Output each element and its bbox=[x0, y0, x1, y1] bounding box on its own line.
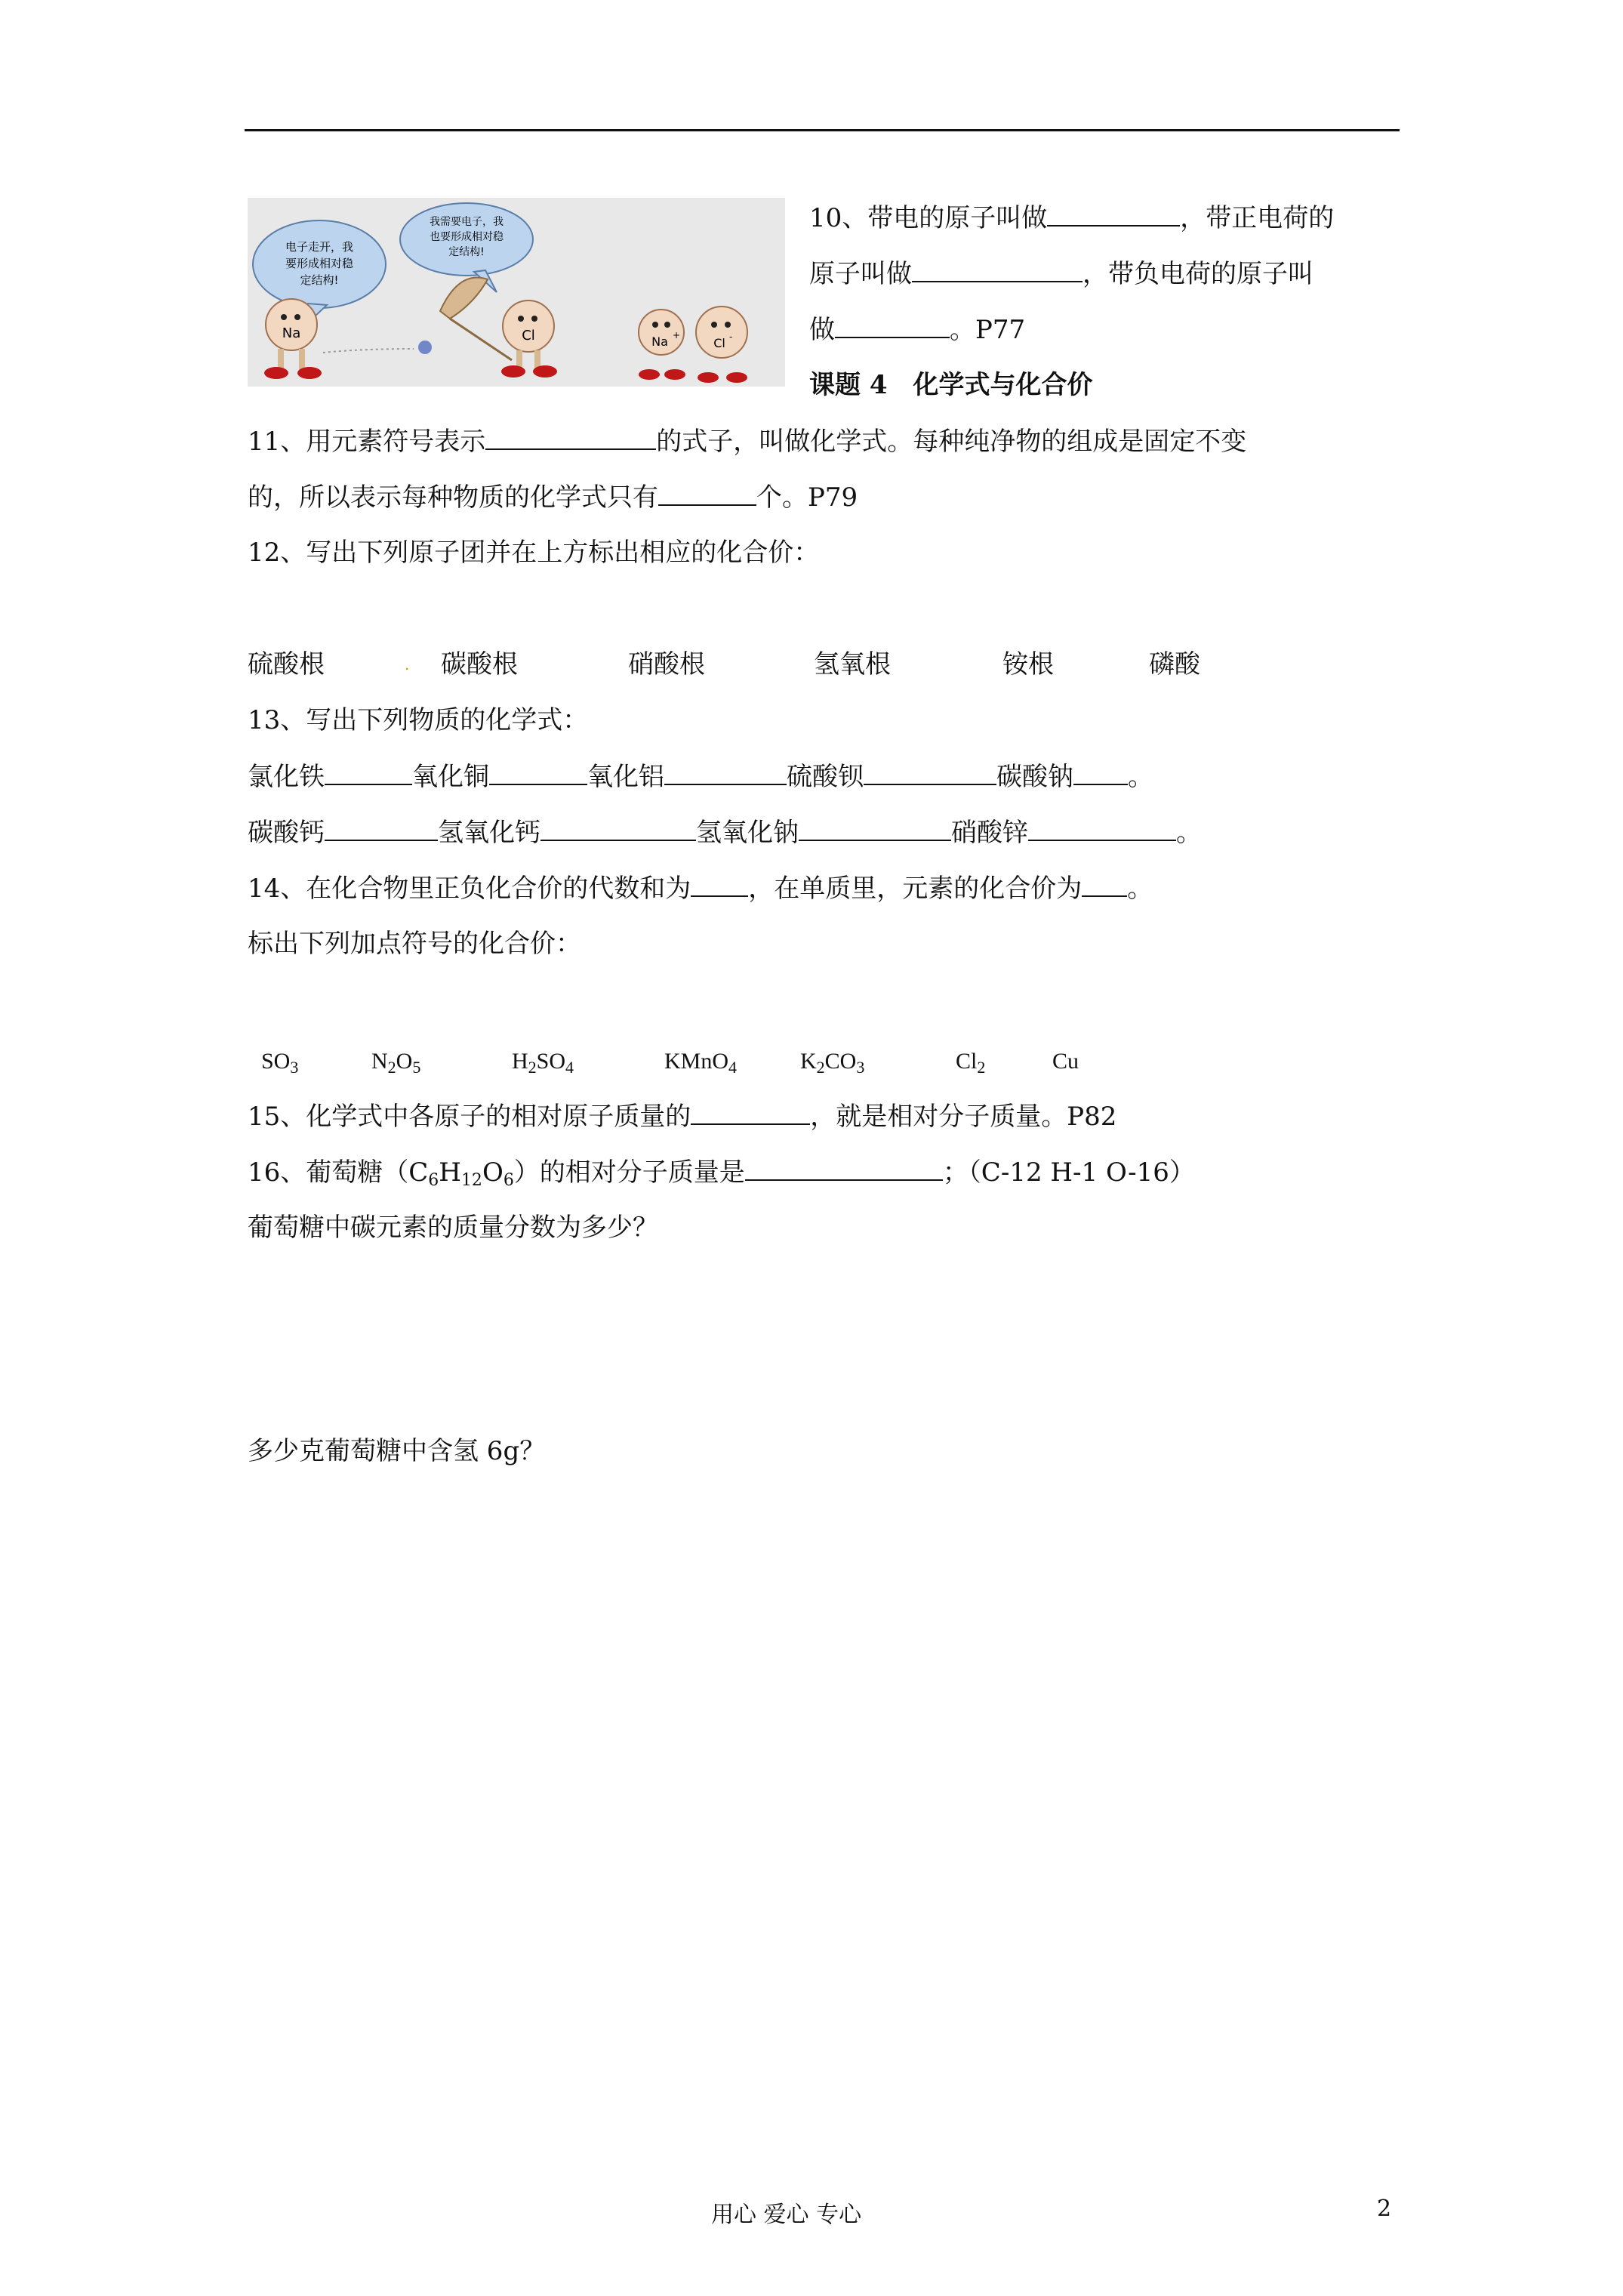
q13-blank-1[interactable] bbox=[325, 761, 412, 785]
q13-blank-2[interactable] bbox=[489, 761, 587, 785]
bubble-right-line-3: 定结构! bbox=[448, 246, 485, 258]
header-rule bbox=[245, 129, 1400, 131]
q14-line-1: 14、在化合物里正负化合价的代数和为 ，在单质里，元素的化合价为 。 bbox=[248, 874, 1153, 904]
formula-kmno4: KMnO$_4$ bbox=[664, 1049, 738, 1077]
q13-blank-6[interactable] bbox=[325, 817, 438, 841]
q14-blank-1[interactable] bbox=[691, 873, 748, 897]
q13-prompt: 13、写出下列物质的化学式： bbox=[248, 705, 589, 735]
formula-cu: Cu bbox=[1052, 1049, 1079, 1074]
q10-blank-2[interactable] bbox=[912, 258, 1083, 282]
footer-motto: 用心 爱心 专心 bbox=[711, 2202, 862, 2228]
section-title: 课题 4 化学式与化合价 bbox=[809, 370, 1093, 400]
q13-blank-8[interactable] bbox=[799, 817, 951, 841]
page-number: 2 bbox=[1377, 2196, 1392, 2222]
q14-line-2: 标出下列加点符号的化合价： bbox=[248, 929, 581, 959]
cl-ion-charge: - bbox=[729, 331, 733, 342]
na-label: Na bbox=[282, 325, 301, 341]
ion-formation-illustration bbox=[248, 198, 785, 387]
q12-group-3: 硝酸根 bbox=[628, 649, 705, 680]
q13-row-1: 氯化铁 氧化铜 氧化铝 硫酸钡 碳酸钠 。 bbox=[248, 762, 1153, 792]
electron-icon bbox=[418, 341, 432, 354]
q13-blank-7[interactable] bbox=[540, 817, 696, 841]
q16-line-2: 葡萄糖中碳元素的质量分数为多少？ bbox=[248, 1213, 658, 1243]
q12-group-4: 氢氧根 bbox=[814, 649, 891, 680]
bubble-left-line-2: 要形成相对稳 bbox=[285, 257, 354, 270]
q16-line-1: 16、葡萄糖$(C_6H_{12}O_6)$的相对分子质量是 ；（C-12 H-1 O-16） bbox=[248, 1157, 1195, 1190]
q13-blank-3[interactable] bbox=[664, 761, 787, 785]
na-ion-label: Na bbox=[651, 334, 668, 349]
q10-line-1: 10、带电的原子叫做 ，带正电荷的 bbox=[809, 203, 1335, 233]
formula-k2co3: $K_2CO_3$ bbox=[800, 1049, 865, 1077]
q12-group-6: 磷酸 bbox=[1149, 649, 1200, 680]
q12-group-5: 铵根 bbox=[1002, 649, 1054, 680]
q16-line-3: 多少克葡萄糖中含氢 6g？ bbox=[248, 1436, 546, 1466]
q10-line-3: 做 。P77 bbox=[809, 315, 1026, 345]
q10-blank-1[interactable] bbox=[1047, 202, 1180, 227]
formula-cl2: $Cl_2$ bbox=[956, 1049, 986, 1077]
formula-h2so4: $H_2SO_4$ bbox=[512, 1049, 574, 1077]
na-ion-charge: + bbox=[673, 330, 681, 341]
q13-blank-4[interactable] bbox=[864, 761, 996, 785]
q15-blank[interactable] bbox=[691, 1101, 810, 1125]
bubble-left-line-3: 定结构! bbox=[300, 273, 339, 287]
q11-line-2: 的，所以表示每种物质的化学式只有 个。P79 bbox=[248, 482, 858, 513]
formula-n2o5: $N_2O_5$ bbox=[371, 1049, 421, 1077]
q11-line-1: 11、用元素符号表示 的式子，叫做化学式。每种纯净物的组成是固定不变 bbox=[248, 427, 1247, 457]
q12-group-2: 碳酸根 bbox=[441, 649, 518, 680]
q14-blank-2[interactable] bbox=[1082, 873, 1127, 897]
bubble-right-line-2: 也要形成相对稳 bbox=[430, 231, 504, 243]
cl-label: Cl bbox=[522, 328, 535, 344]
bubble-left-line-1: 电子走开，我 bbox=[285, 240, 354, 254]
q15-line: 15、化学式中各原子的相对原子质量的 ，就是相对分子质量。P82 bbox=[248, 1102, 1117, 1132]
q11-blank-1[interactable] bbox=[485, 426, 656, 450]
q12-group-1: 硫酸根 bbox=[248, 649, 325, 680]
q10-blank-3[interactable] bbox=[835, 314, 950, 338]
formula-so3: $SO_3$ bbox=[261, 1049, 299, 1077]
decor-dot: . bbox=[405, 655, 410, 673]
cl-ion-label: Cl bbox=[713, 336, 725, 350]
q16-blank[interactable] bbox=[745, 1157, 943, 1181]
q12-prompt: 12、写出下列原子团并在上方标出相应的化合价： bbox=[248, 538, 820, 568]
q13-blank-5[interactable] bbox=[1073, 761, 1128, 785]
q11-blank-2[interactable] bbox=[658, 482, 756, 506]
q10-line-2: 原子叫做 ，带负电荷的原子叫 bbox=[809, 259, 1313, 289]
q13-blank-9[interactable] bbox=[1028, 817, 1176, 841]
q13-row-2: 碳酸钙 氢氧化钙 氢氧化钠 硝酸锌 。 bbox=[248, 818, 1202, 848]
bubble-right-line-1: 我需要电子，我 bbox=[430, 216, 504, 228]
